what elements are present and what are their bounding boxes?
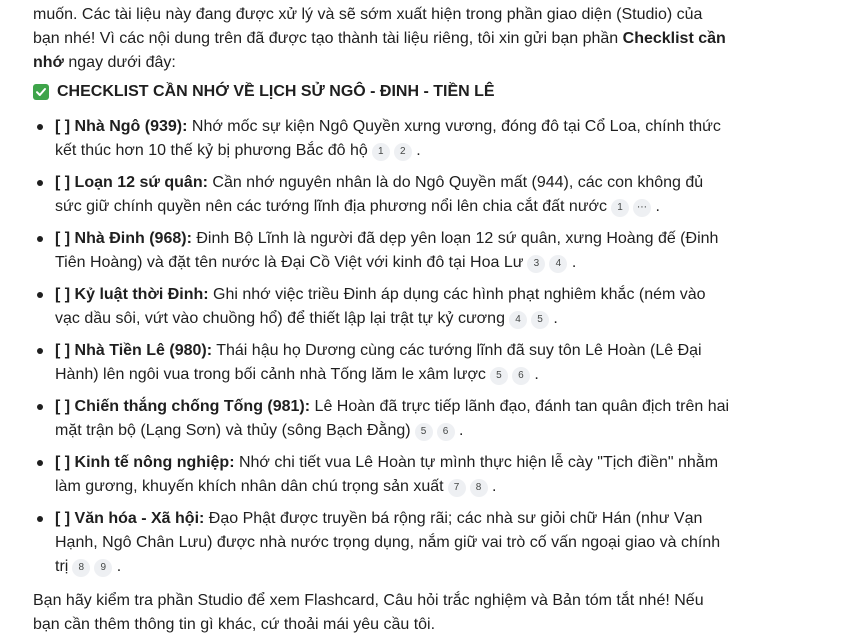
item-text: Đinh Bộ Lĩnh là người đã dẹp yên loạn 12 sứ quân, xưng Hoàng đế (Đinh Tiên Hoàng) và đặt tên nước là Đại Cồ Việt với kinh đô tại Hoa Lư [55, 230, 719, 271]
bullet-dot [37, 460, 43, 466]
bullet-dot [37, 292, 43, 298]
citation-chip[interactable]: 3 [527, 255, 545, 273]
bullet-dot [37, 180, 43, 186]
intro-paragraph [33, 3, 733, 75]
citation-chip[interactable]: 5 [531, 311, 549, 329]
citation-more-chip[interactable]: ⋯ [633, 199, 651, 217]
citation-chip[interactable]: 2 [394, 143, 412, 161]
item-title: [ ] Nhà Ngô (939): [55, 118, 188, 135]
outro-paragraph: Bạn hãy kiểm tra phần Studio để xem Flashcard, Câu hỏi trắc nghiệm và Bản tóm tắt nhé! Nếu bạn cần thêm thông tin gì khác, cứ thoải mái yêu cầu tôi. [33, 592, 704, 633]
item-title: [ ] Kỷ luật thời Đinh: [55, 286, 209, 303]
citation-chip[interactable]: 5 [490, 367, 508, 385]
item-text: Đạo Phật được truyền bá rộng rãi; các nhà sư giỏi chữ Hán (như Vạn Hạnh, Ngô Chân Lưu) được nhà nước trọng dụng, nắm giữ vai trò cố vấn ngoại giao và chính trị [55, 510, 721, 575]
intro-bold: Checklist cần nhớ [33, 30, 726, 71]
list-item: [ ] Nhà Đinh (968): Đinh Bộ Lĩnh là người đã dẹp yên loạn 12 sứ quân, xưng Hoàng đế (Đinh Tiên Hoàng) và đặt tên nước là Đại Cồ Việt với kinh đô tại Hoa Lư 3 4 . [33, 227, 733, 275]
citation-chip[interactable]: 9 [94, 559, 112, 577]
item-text: Nhớ mốc sự kiện Ngô Quyền xưng vương, đóng đô tại Cổ Loa, chính thức kết thúc hơn 10 thế kỷ bị phương Bắc đô hộ [55, 118, 721, 159]
list-item: [ ] Kinh tế nông nghiệp: Nhớ chi tiết vua Lê Hoàn tự mình thực hiện lễ cày "Tịch điền" nhằm làm gương, khuyến khích nhân dân chú trọng sản xuất 7 8 . [33, 451, 733, 499]
item-text: Nhớ chi tiết vua Lê Hoàn tự mình thực hiện lễ cày "Tịch điền" nhằm làm gương, khuyến khích nhân dân chú trọng sản xuất [55, 454, 719, 495]
bullet-dot [37, 348, 43, 354]
bullet-dot [37, 124, 43, 130]
citation-chip[interactable]: 8 [72, 559, 90, 577]
checklist-heading [33, 80, 495, 104]
list-item: [ ] Nhà Tiền Lê (980): Thái hậu họ Dương cùng các tướng lĩnh đã suy tôn Lê Hoàn (Lê Đại Hành) lên ngôi vua trong bối cảnh nhà Tống lăm le xâm lược 5 6 . [33, 339, 733, 387]
item-title: [ ] Văn hóa - Xã hội: [55, 510, 205, 527]
citation-chip[interactable]: 4 [549, 255, 567, 273]
citation-chip[interactable]: 1 [611, 199, 629, 217]
item-title: [ ] Kinh tế nông nghiệp: [55, 454, 235, 471]
citation-chip[interactable]: 1 [372, 143, 390, 161]
item-title: [ ] Nhà Đinh (968): [55, 230, 192, 247]
item-text: Cần nhớ nguyên nhân là do Ngô Quyền mất (944), các con không đủ sức giữ chính quyền nên các tướng lĩnh địa phương nổi lên chia cắt đất nước [55, 174, 704, 215]
intro-text-1: muốn. Các tài liệu này đang được xử lý và sẽ sớm xuất hiện trong phần giao diện (Studio) của bạn nhé! Vì các nội dung trên đã được tạo thành tài liệu riêng, tôi xin gửi bạn phần [33, 6, 703, 47]
list-item: [ ] Chiến thắng chống Tống (981): Lê Hoàn đã trực tiếp lãnh đạo, đánh tan quân địch trên hai mặt trận bộ (Lạng Sơn) và thủy (sông Bạch Đằng) 5 6 . [33, 395, 733, 443]
bullet-dot [37, 404, 43, 410]
item-text: Thái hậu họ Dương cùng các tướng lĩnh đã suy tôn Lê Hoàn (Lê Đại Hành) lên ngôi vua trong bối cảnh nhà Tống lăm le xâm lược [55, 342, 702, 383]
item-text: Lê Hoàn đã trực tiếp lãnh đạo, đánh tan quân địch trên hai mặt trận bộ (Lạng Sơn) và thủy (sông Bạch Đằng) [55, 398, 730, 439]
intro-text-2: ngay dưới đây: [63, 54, 176, 71]
citation-chip[interactable]: 8 [470, 479, 488, 497]
check-mark-icon [33, 84, 49, 100]
list-item: [ ] Kỷ luật thời Đinh: Ghi nhớ việc triều Đinh áp dụng các hình phạt nghiêm khắc (ném vào vạc dầu sôi, vứt vào chuồng hổ) để thiết lập lại trật tự kỷ cương 4 5 . [33, 283, 733, 331]
item-title: [ ] Loạn 12 sứ quân: [55, 174, 208, 191]
checklist-heading-text: CHECKLIST CẦN NHỚ VỀ LỊCH SỬ NGÔ - ĐINH - TIỀN LÊ [57, 83, 495, 100]
item-text: Ghi nhớ việc triều Đinh áp dụng các hình phạt nghiêm khắc (ném vào vạc dầu sôi, vứt vào chuồng hổ) để thiết lập lại trật tự kỷ cương [55, 286, 706, 327]
citation-chip[interactable]: 7 [448, 479, 466, 497]
checklist [33, 115, 733, 587]
item-title: [ ] Nhà Tiền Lê (980): [55, 342, 213, 359]
bullet-dot [37, 516, 43, 522]
list-item: [ ] Nhà Ngô (939): Nhớ mốc sự kiện Ngô Quyền xưng vương, đóng đô tại Cổ Loa, chính thức kết thúc hơn 10 thế kỷ bị phương Bắc đô hộ 1 2 . [33, 115, 733, 163]
bullet-dot [37, 236, 43, 242]
citation-chip[interactable]: 6 [437, 423, 455, 441]
citation-chip[interactable]: 6 [512, 367, 530, 385]
citation-chip[interactable]: 5 [415, 423, 433, 441]
list-item: [ ] Loạn 12 sứ quân: Cần nhớ nguyên nhân là do Ngô Quyền mất (944), các con không đủ sức giữ chính quyền nên các tướng lĩnh địa phương nổi lên chia cắt đất nước 1 ⋯ . [33, 171, 733, 219]
item-title: [ ] Chiến thắng chống Tống (981): [55, 398, 311, 415]
list-item: [ ] Văn hóa - Xã hội: Đạo Phật được truyền bá rộng rãi; các nhà sư giỏi chữ Hán (như Vạn Hạnh, Ngô Chân Lưu) được nhà nước trọng dụng, nắm giữ vai trò cố vấn ngoại giao và chính trị 8 9 . [33, 507, 733, 579]
citation-chip[interactable]: 4 [509, 311, 527, 329]
